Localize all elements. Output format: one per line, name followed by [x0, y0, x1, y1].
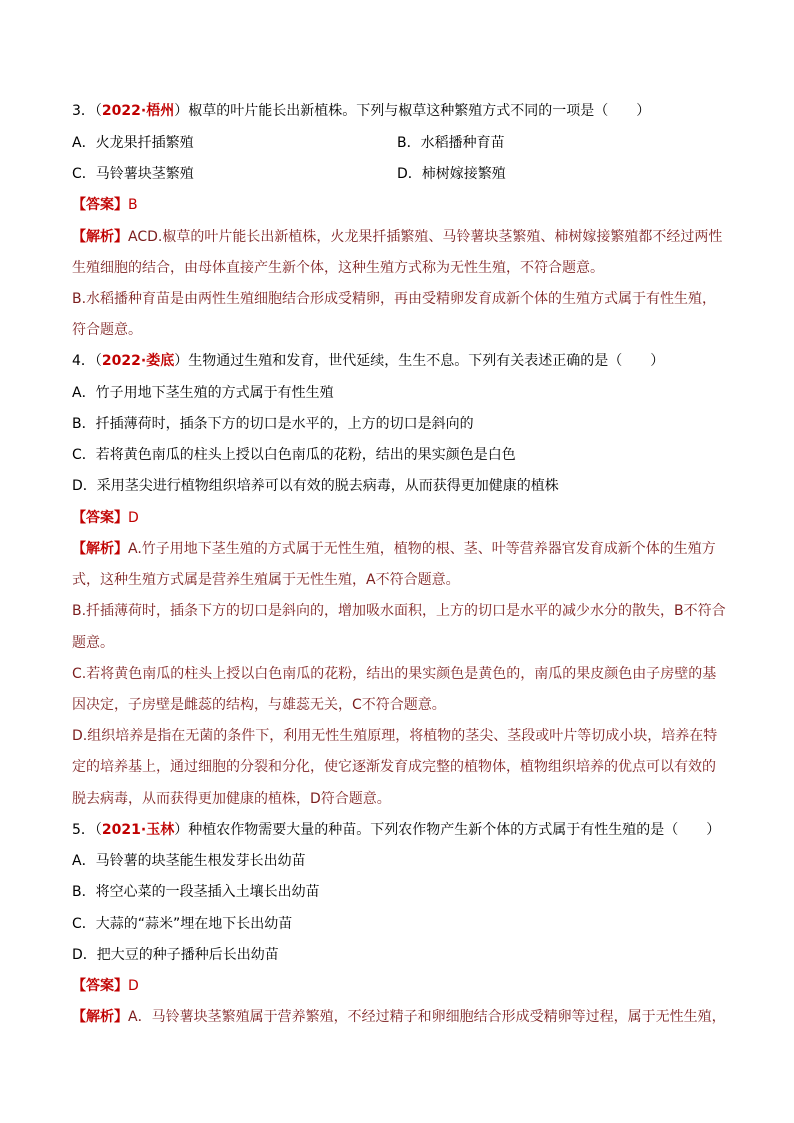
- question-5-stem: [72, 820, 720, 840]
- question-4-option-d: D．采用茎尖进行植物组织培养可以有效的脱去病毒，从而获得更加健康的植株: [72, 478, 559, 494]
- question-4-analysis-line-4: 题意。: [72, 635, 114, 651]
- question-4-analysis-line-2: 式，这种生殖方式属是营养生殖属于无性生殖，A不符合题意。: [72, 572, 460, 588]
- question-4-answer: [72, 508, 139, 528]
- question-5-answer: [72, 976, 139, 996]
- question-4-option-c: C．若将黄色南瓜的柱头上授以白色南瓜的花粉，结出的果实颜色是白色: [72, 447, 516, 463]
- question-5-number: 5．（: [72, 822, 102, 838]
- question-3-option-d: D．柿树嫁接繁殖: [397, 166, 506, 182]
- answer-value: B: [128, 197, 138, 213]
- question-3-option-b: B．水稻播种育苗: [397, 135, 505, 151]
- question-3-analysis-line-4: 符合题意。: [72, 322, 142, 338]
- question-4-analysis-line-1: [72, 539, 716, 559]
- question-4-analysis-line-7: D.组织培养是指在无菌的条件下，利用无性生殖原理，将植物的茎尖、茎段或叶片等切成小块，培养在特: [72, 728, 718, 744]
- question-5-source: 2021·玉林: [101, 822, 175, 838]
- question-5-option-a: A．马铃薯的块茎能生根发芽长出幼苗: [72, 853, 306, 869]
- question-3-stem: [72, 101, 650, 121]
- answer-label: 【答案】: [72, 510, 128, 526]
- question-4-analysis-line-8: 定的培养基上，通过细胞的分裂和分化，使它逐渐发育成完整的植物体，植物组织培养的优点可以有效的: [72, 759, 716, 775]
- question-3-text: ）椒草的叶片能长出新植株。下列与椒草这种繁殖方式不同的一项是（ ）: [174, 103, 651, 119]
- question-5-option-c: C．大蒜的“蒜米”埋在地下长出幼苗: [72, 916, 293, 932]
- question-4-analysis-line-5: C.若将黄色南瓜的柱头上授以白色南瓜的花粉，结出的果实颜色是黄色的，南瓜的果皮颜色由子房壁的基: [72, 666, 717, 682]
- analysis-label: 【解析】: [72, 229, 128, 245]
- analysis-text: ACD.椒草的叶片能长出新植株，火龙果扦插繁殖、马铃薯块茎繁殖、柿树嫁接繁殖都不经过两性: [128, 229, 723, 245]
- question-3-source: 2022·梧州: [101, 103, 175, 119]
- question-4-text: ）生物通过生殖和发育，世代延续，生生不息。下列有关表述正确的是（ ）: [174, 353, 665, 369]
- question-3-option-a: A．火龙果扦插繁殖: [72, 135, 194, 151]
- analysis-text: A.竹子用地下茎生殖的方式属于无性生殖，植物的根、茎、叶等营养器官发育成新个体的生殖方: [128, 541, 716, 557]
- question-3-analysis-line-1: [72, 227, 722, 247]
- question-5-option-b: B．将空心菜的一段茎插入土壤长出幼苗: [72, 884, 320, 900]
- question-3-analysis-line-3: B.水稻播种育苗是由两性生殖细胞结合形成受精卵，再由受精卵发育成新个体的生殖方式属于有性生殖，: [72, 291, 717, 307]
- question-4-analysis-line-9: 脱去病毒，从而获得更加健康的植株，D符合题意。: [72, 791, 391, 807]
- answer-value: D: [128, 978, 139, 994]
- question-4-number: 4．（: [72, 353, 102, 369]
- question-4-option-b: B．扦插薄荷时，插条下方的切口是水平的，上方的切口是斜向的: [72, 416, 474, 432]
- question-4-analysis-line-3: B.扦插薄荷时，插条下方的切口是斜向的，增加吸水面积，上方的切口是水平的减少水分的散失，B不符合: [72, 603, 726, 619]
- question-5-text: ）种植农作物需要大量的种苗。下列农作物产生新个体的方式属于有性生殖的是（ ）: [174, 822, 721, 838]
- question-5-analysis-line-1: [72, 1007, 726, 1027]
- analysis-label: 【解析】: [72, 541, 128, 557]
- question-4-stem: [72, 351, 664, 371]
- answer-label: 【答案】: [72, 197, 128, 213]
- question-4-option-a: A．竹子用地下茎生殖的方式属于有性生殖: [72, 385, 334, 401]
- question-3-analysis-line-2: 生殖细胞的结合，由母体直接产生新个体，这种生殖方式称为无性生殖，不符合题意。: [72, 260, 604, 276]
- analysis-label: 【解析】: [72, 1009, 128, 1025]
- question-4-analysis-line-6: 因决定，子房壁是雌蕊的结构，与雄蕊无关，C不符合题意。: [72, 697, 446, 713]
- analysis-text: A．马铃薯块茎繁殖属于营养繁殖，不经过精子和卵细胞结合形成受精卵等过程，属于无性生殖，: [128, 1009, 726, 1025]
- question-4-source: 2022·娄底: [101, 353, 175, 369]
- answer-label: 【答案】: [72, 978, 128, 994]
- question-3-number: 3．（: [72, 103, 102, 119]
- question-5-option-d: D．把大豆的种子播种后长出幼苗: [72, 947, 279, 963]
- answer-value: D: [128, 510, 139, 526]
- question-3-option-c: C．马铃薯块茎繁殖: [72, 166, 194, 182]
- question-3-answer: [72, 195, 138, 215]
